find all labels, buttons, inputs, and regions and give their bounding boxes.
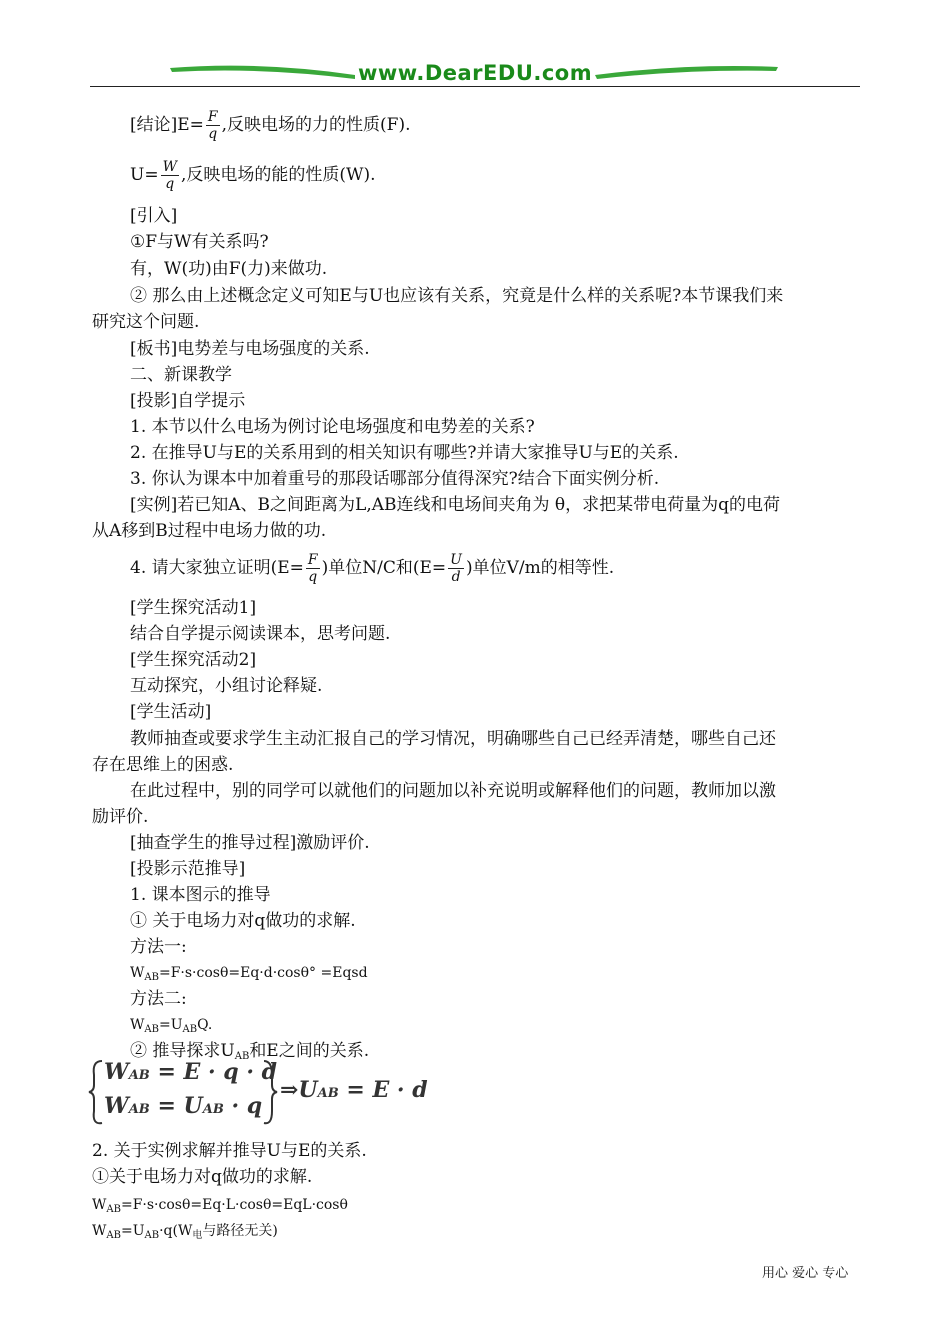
line-formula-2: $W_{AB}=U_{AB}Q$. xyxy=(130,1017,213,1035)
line-method-1: 方法一: xyxy=(130,937,187,957)
line-demo-derivation: [投影示范推导] xyxy=(130,859,246,879)
line-projection: [投影]自学提示 xyxy=(130,391,246,411)
line-intro-heading: [引入] xyxy=(130,206,178,226)
fraction-w-over-q: $\frac{W}{q}$ xyxy=(162,159,177,192)
site-logo[interactable]: www.DearEDU.com xyxy=(358,61,593,85)
fraction-f-over-q: $\frac{F}{q}$ xyxy=(207,109,218,142)
line-question-2-cont: 研究这个问题. xyxy=(92,312,200,332)
line-example: [实例]若已知A、B之间距离为L,AB连线和电场间夹角为 θ，求把某带电荷量为q的电荷 xyxy=(130,495,781,515)
line-board: [板书]电势差与电场强度的关系. xyxy=(130,339,370,359)
line-example-derivation: 2. 关于实例求解并推导U与E的关系. xyxy=(92,1141,367,1161)
header-rule xyxy=(90,86,860,87)
line-activity-2-desc: 互动探究，小组讨论释疑. xyxy=(130,676,323,696)
line-derive-relation: ② 推导探求$U_{AB}$和E之间的关系. xyxy=(130,1041,370,1062)
fraction-u-over-d: $\frac{U}{d}$ xyxy=(450,552,462,585)
line-student-activity: [学生活动] xyxy=(130,702,212,722)
equation-system xyxy=(88,1057,428,1127)
line-peer-review: 在此过程中，别的同学可以就他们的问题加以补充说明或解释他们的问题，教师加以激 xyxy=(130,781,776,801)
equation-result: ⇒UAB = E · d xyxy=(280,1077,428,1103)
line-tip-1: 1. 本节以什么电场为例讨论电场强度和电势差的关系? xyxy=(130,417,535,437)
line-question-2: ② 那么由上述概念定义可知E与U也应该有关系，究竟是什么样的关系呢?本节课我们来 xyxy=(130,286,784,306)
line-activity-2: [学生探究活动2] xyxy=(130,650,257,670)
line-section-2: 二、新课教学 xyxy=(130,365,232,385)
fraction-f-over-q-2: $\frac{F}{q}$ xyxy=(307,552,318,585)
line-peer-review-cont: 励评价. xyxy=(92,807,149,827)
page-footer: 用心 爱心 专心 xyxy=(762,1266,849,1281)
line-teacher-check-cont: 存在思维上的困惑. xyxy=(92,755,234,775)
line-activity-1: [学生探究活动1] xyxy=(130,598,257,618)
line-tip-3: 3. 你认为课本中加着重号的那段话哪部分值得深究?结合下面实例分析. xyxy=(130,469,660,489)
line-answer-1: 有，W(功)由F(力)来做功. xyxy=(130,259,328,279)
line-tip-2: 2. 在推导U与E的关系用到的相关知识有哪些?并请大家推导U与E的关系. xyxy=(130,443,679,463)
equation-1: WAB = E · q · d xyxy=(104,1059,278,1085)
line-formula-3: $W_{AB}=F\cdot s\cdot\cos\theta=Eq\cdot L\cdot\cos\theta=EqL\cdot\cos\theta$ xyxy=(92,1197,348,1215)
line-formula-4: $W_{AB}=U_{AB}\cdot q(W_电$与路径无关) xyxy=(92,1223,278,1241)
equation-2: WAB = UAB · q xyxy=(104,1093,263,1119)
line-teacher-check: 教师抽查或要求学生主动汇报自己的学习情况，明确哪些自己已经弄清楚，哪些自己还 xyxy=(130,729,776,749)
line-method-2: 方法二: xyxy=(130,989,187,1009)
line-activity-1-desc: 结合自学提示阅读课本，思考问题. xyxy=(130,624,391,644)
line-example-cont: 从A移到B过程中电场力做的功. xyxy=(92,521,327,541)
line-conclusion-u: U= $\frac{W}{q}$ ,反映电场的能的性质(W). xyxy=(130,159,376,192)
line-check-derivation: [抽查学生的推导过程]激励评价. xyxy=(130,833,370,853)
line-formula-1: $W_{AB}=F\cdot s\cdot\cos\theta=Eq\cdot d\cdot\cos\theta^\circ$ =Eqsd xyxy=(130,965,368,983)
line-example-work: ①关于电场力对q做功的求解. xyxy=(92,1167,313,1187)
line-conclusion-e: [结论]E= $\frac{F}{q}$ ,反映电场的力的性质(F). xyxy=(130,109,411,142)
line-work-solve: ① 关于电场力对q做功的求解. xyxy=(130,911,356,931)
line-tip-4: 4. 请大家独立证明(E= $\frac{F}{q}$ )单位N/C和(E= $\frac{U}{d}$ )单位V/m的相等性. xyxy=(130,552,615,585)
line-question-1: ①F与W有关系吗? xyxy=(130,232,269,252)
line-textbook-derivation: 1. 课本图示的推导 xyxy=(130,885,271,905)
